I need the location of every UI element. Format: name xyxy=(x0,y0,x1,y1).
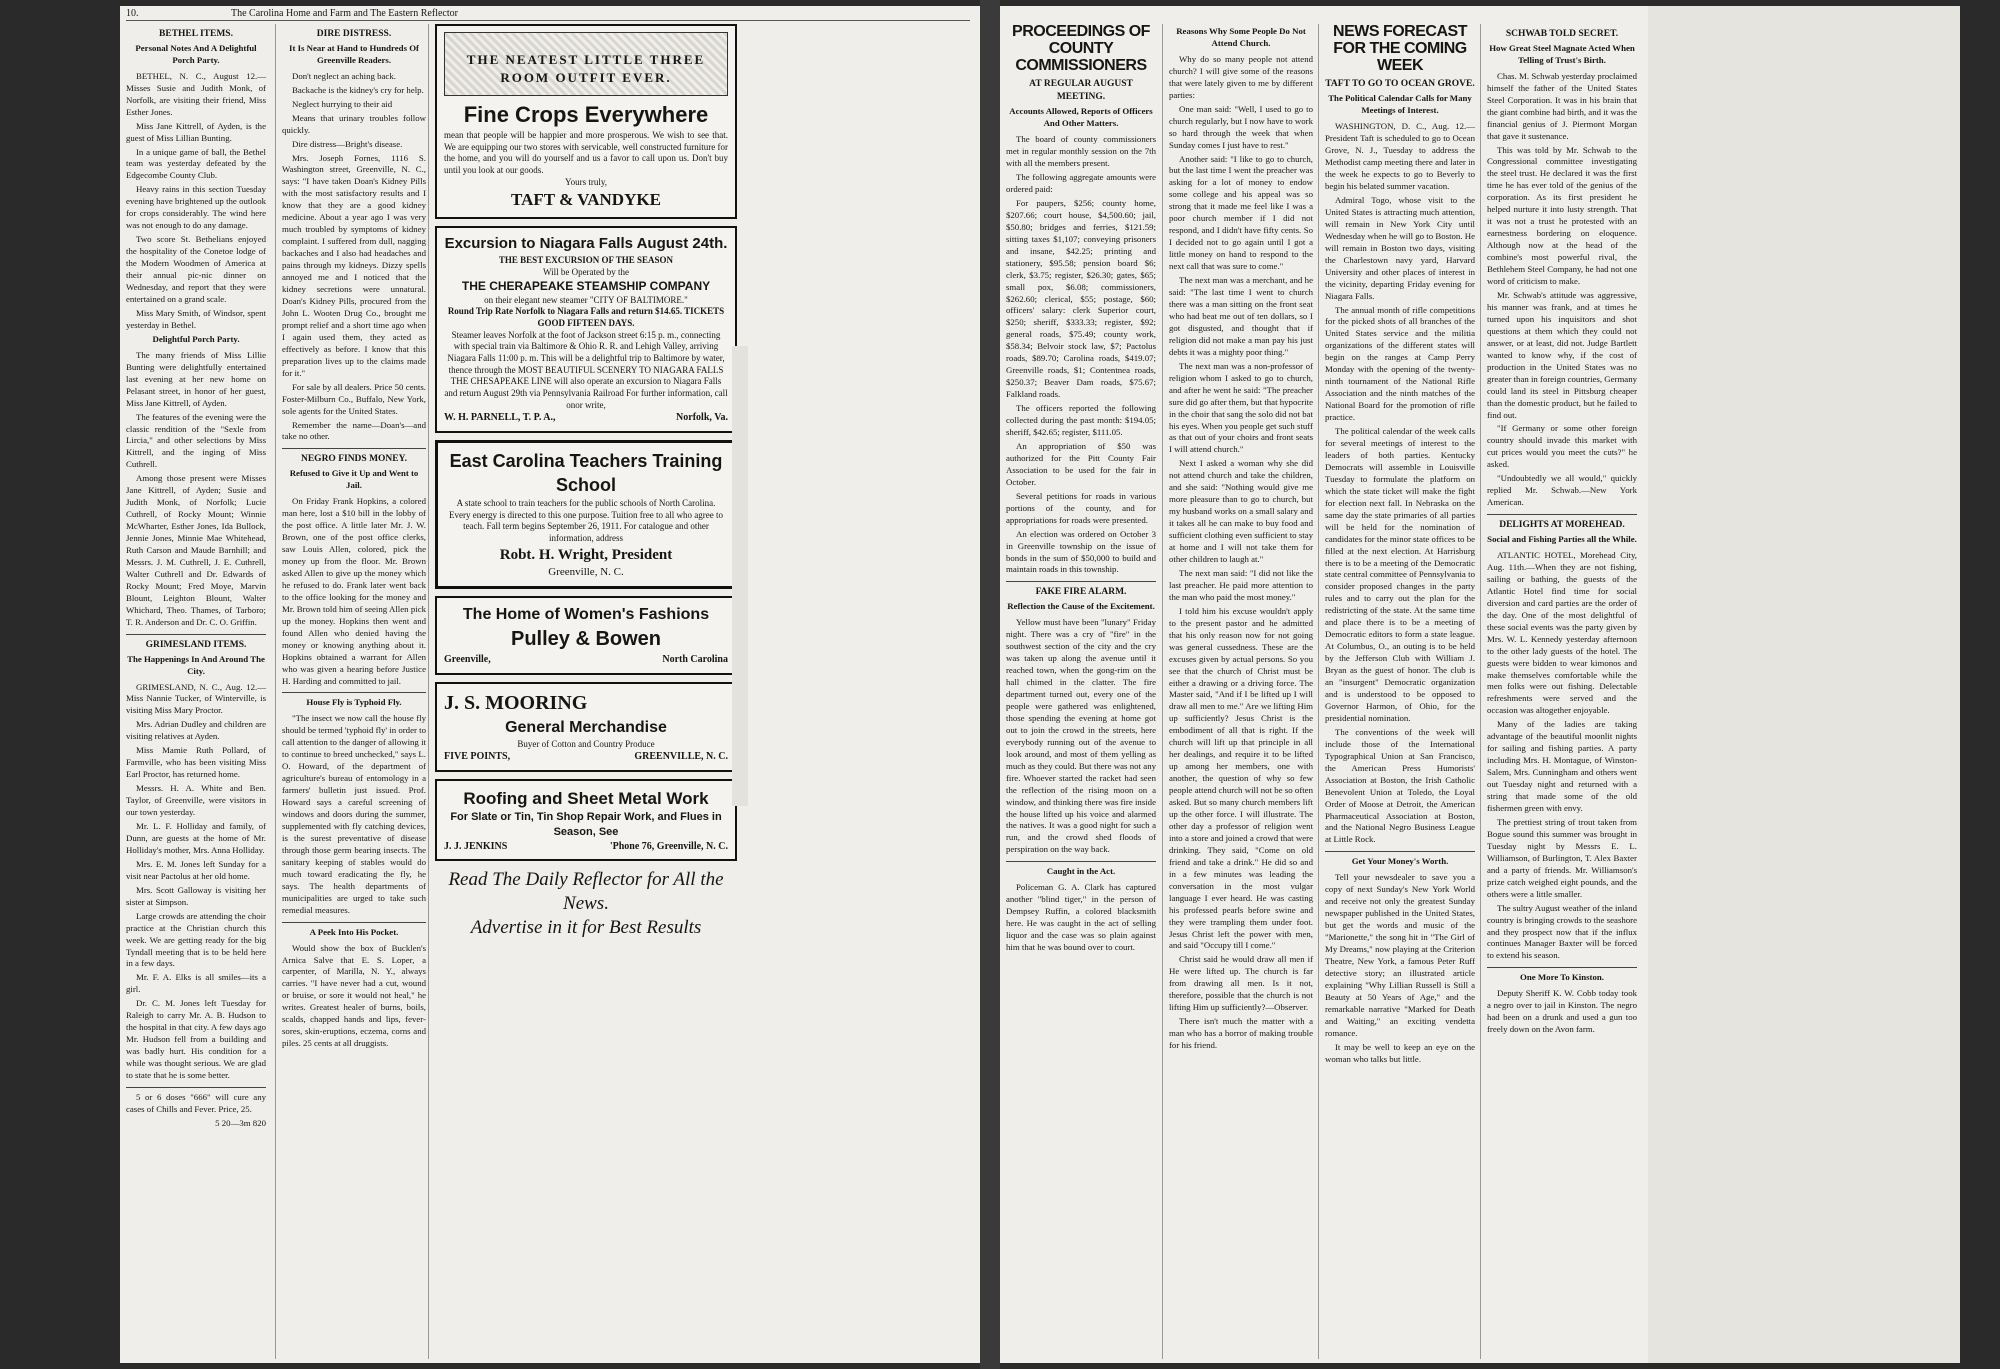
headline-kinston: One More To Kinston. xyxy=(1520,972,1604,983)
article-paragraph: "Undoubtedly we all would," quickly replied Mr. Schwab.—New York American. xyxy=(1487,473,1637,508)
article-paragraph: This was told by Mr. Schwab to the Congressional committee investigating the steel trust. He declared it was the first time he has ever told of the genius of the corporation. As its first president he helped nurture it into lusty strength. That it was not a trust he protested with an earnestness bordering on eloquence. Although now at the head of the combine's most powerful rival, the Bethlehem Steel Company, he had not one word of criticism to make. xyxy=(1487,144,1637,287)
article-paragraph: Heavy rains in this section Tuesday evening have brightened up the outlook for crops considerably. The wind here was not enough to do any damage. xyxy=(126,184,266,231)
article-paragraph: GRIMESLAND, N. C., Aug. 12.—Miss Nannie Tucker, of Winterville, is visiting Miss Mary Proctor. xyxy=(126,681,266,716)
subhead-taft-ocean-grove: TAFT TO GO TO OCEAN GROVE. xyxy=(1325,79,1475,90)
ad-sign-taft: Yours truly, xyxy=(564,176,607,187)
paras-grimesland xyxy=(126,682,266,1083)
furniture-illustration xyxy=(444,32,728,96)
article-paragraph: Mr. F. A. Elks is all smiles—its a girl. xyxy=(126,972,266,995)
article-paragraph: Messrs. H. A. White and Ben. Taylor, of Greenville, were visitors in our town yesterday. xyxy=(126,783,266,818)
blank-margin-strip xyxy=(732,346,748,806)
column-rule xyxy=(282,922,426,923)
headline-dire-distress: DIRE DISTRESS. xyxy=(316,29,392,39)
ad-teachers-school xyxy=(435,440,737,589)
ad-roofing-title: Roofing and Sheet Metal Work xyxy=(463,788,709,808)
article-paragraph: The officers reported the following collected during the past month: $194.05; sheriff, $42.65; register, $111.05. xyxy=(1006,403,1156,437)
footer-line-1: Read The Daily Reflector for All the News. xyxy=(448,869,724,915)
headline-bethel: BETHEL ITEMS. xyxy=(159,29,233,39)
ad-niagara-sub: THE BEST EXCURSION OF THE SEASON xyxy=(498,254,674,265)
article-paragraph: WASHINGTON, D. C., Aug. 12.—President Taft is scheduled to go to Ocean Grove, N. J., Tuesday to address the Methodist camp meeting there and later in the week he expects to go to Beverly to begin his belated summer vacation. xyxy=(1325,121,1475,191)
article-paragraph: Neglect hurrying to their aid xyxy=(292,98,393,109)
article-paragraph: An election was ordered on October 3 in Greenville township on the issue of bonds in the sum of $50,000 to build and maintain roads in this township. xyxy=(1006,528,1156,575)
paras-fake-fire xyxy=(1006,617,1156,856)
article-paragraph: In a unique game of ball, the Bethel team was yesterday defeated by the Edgecombe County Club. xyxy=(126,146,266,181)
ad-pulley-state: North Carolina xyxy=(662,653,728,665)
subhead-morehead: Social and Fishing Parties all the While. xyxy=(1487,534,1637,545)
column-rule xyxy=(282,448,426,449)
page-number: 10. xyxy=(126,8,139,19)
article-paragraph: For paupers, $256; county home, $207.66; court house, $4,500.60; jail, $50.80; bridges and ferries, $121.59; sitting taxes $1,107; conveying prisoners and insane, $42.25; printing and stationery, $95.58; pension board $6; clerk, $3.75; register, $26.30; gates, $65; small pox, $6.08; commissioners, $262.60; clerical, $55; postage, $60; officers' salary: clerk Superior court, $250; sheriff, $333.33; register, $92; general roads, $75.49; county work, $58.34; Belvoir stock law, $7; Pactolus roads, $89.70; Carolina roads, $419.07; Greenville roads, $1; Contentnea roads, $250.37; Beaver Dam roads, $75.67; Falkland roads. xyxy=(1006,197,1156,400)
ad-mooring-city: GREENVILLE, N. C. xyxy=(634,751,728,763)
article-paragraph: On Friday Frank Hopkins, a colored man here, lost a $10 bill in the lobby of the post office. A little later Mr. J. W. Brown, one of the post office clerks, saw Louis Allen, colored, pick the money up from the floor. Mr. Brown asked Allen to give up the money which he refused to do. Frank later went back to the office looking for the money and Mr. Brown told him of seeing Allen pick up the money. Hopkins then went and found Allen who denied having the money or knowing anything about it. Hopkins obtained a warrant for Allen who was given a hearing before Justice H. Harding and committed to jail. xyxy=(282,496,426,686)
blank-page-margin xyxy=(1648,6,1960,1363)
paras-caught xyxy=(1006,882,1156,954)
ad-niagara-company: THE CHERAPEAKE STEAMSHIP COMPANY xyxy=(461,279,711,294)
headline-commissioners: PROCEEDINGS OF COUNTY COMMISSIONERS xyxy=(1012,24,1150,74)
headline-fake-fire: FAKE FIRE ALARM. xyxy=(1035,587,1127,598)
article-paragraph: Means that urinary troubles follow quickly. xyxy=(282,112,426,135)
article-paragraph: Large crowds are attending the choir practice at the Christian church this week. We are getting ready for the big Tyndall meeting that is to be held here in a few days. xyxy=(126,910,266,969)
paras-morehead xyxy=(1487,550,1637,962)
ad-mooring-address xyxy=(444,750,728,764)
headline-news-forecast: NEWS FORECAST FOR THE COMING WEEK xyxy=(1333,24,1467,74)
headline-negro-finds-money: NEGRO FINDS MONEY. xyxy=(300,454,407,465)
subhead-august-meeting: AT REGULAR AUGUST MEETING. xyxy=(1029,79,1133,103)
ad-school-city: Greenville, N. C. xyxy=(548,566,624,579)
column-commissioners xyxy=(1006,24,1161,1359)
article-paragraph: Deputy Sheriff K. W. Cobb today took a negro over to jail in Kinston. The negro had been on a drunk and used a gun too freely down on the Avon farm. xyxy=(1487,988,1637,1035)
article-paragraph: For sale by all dealers. Price 50 cents. Foster-Milburn Co., Buffalo, New York, sole agents for the United States. xyxy=(282,381,426,416)
article-paragraph: Admiral Togo, whose visit to the United States is attracting much attention, will remain in New York City until Wednesday when he will go to Boston. He will remain in Boston two days, visiting the Charlestown navy yard, Harvard University and other places of interest in the vicinity, departing Friday evening for Niagara Falls. xyxy=(1325,194,1475,301)
paras-house-fly xyxy=(282,713,426,916)
ad-niagara-city: Norfolk, Va. xyxy=(676,412,728,424)
ad-pulley-place xyxy=(444,653,728,667)
article-paragraph: The sultry August weather of the inland country is bringing crowds to the seashore and they prospect now that if the influx continues Manager Baxter will be forced to extend his season. xyxy=(1487,902,1637,961)
paras-news-forecast xyxy=(1325,121,1475,846)
article-paragraph: The next man said: "I did not like the last preacher. He paid more attention to the man who paid the most money." xyxy=(1169,567,1313,602)
paras-kinston xyxy=(1487,988,1637,1036)
paras-commissioners xyxy=(1006,134,1156,576)
subhead-schwab: How Great Steel Magnate Acted When Telling of Trust's Birth. xyxy=(1489,42,1635,65)
ad-pulley-city: Greenville, xyxy=(444,653,491,665)
article-paragraph: Mrs. E. M. Jones left Sunday for a visit near Pactolus at her old home. xyxy=(126,858,266,881)
article-paragraph: Backache is the kidney's cry for help. xyxy=(292,84,424,95)
article-paragraph: The next man was a merchant, and he said: "The last time I went to church there was a man sitting on the front seat who had beat me out of ten dollars, so I got disgusted, and thought that if religion did not make a man pay his just debts it was a mighty poor thing." xyxy=(1169,275,1313,357)
article-paragraph: Dire distress—Bright's disease. xyxy=(292,138,403,149)
ad-niagara-excursion xyxy=(435,226,737,433)
paras-peek-pocket xyxy=(282,943,426,1051)
article-paragraph: Many of the ladies are taking advantage of the beautiful moonlit nights for sailing and fishing parties. A party including Mrs. H. Montague, of Winston-Salem, Mrs. Cunningham and others went out Tuesday night and returned with a string that made some of the old fishermen green with envy. xyxy=(1487,719,1637,813)
headline-peek-pocket: A Peek Into His Pocket. xyxy=(309,926,399,937)
article-paragraph: Don't neglect an aching back. xyxy=(292,70,396,81)
reflector-footer xyxy=(435,868,737,939)
article-paragraph: There isn't much the matter with a man who has a horror of making trouble for his friend. xyxy=(1169,1016,1313,1051)
ad-name-taft: TAFT & VANDYKE xyxy=(511,190,661,210)
article-paragraph: Policeman G. A. Clark has captured another "blind tiger," in the person of Dempsey Ruffin, a colored blacksmith here. He was caught in the act of selling liquor and the case was so plain against him that he was bound over to court. xyxy=(1006,882,1156,953)
article-paragraph: Remember the name—Doan's—and take no other. xyxy=(282,419,426,442)
ad-niagara-title: Excursion to Niagara Falls August 24th. xyxy=(444,235,728,253)
ad-roofing xyxy=(435,779,737,862)
article-paragraph: "If Germany or some other foreign country should invade this market with cut prices would you meet the cuts?" he asked. xyxy=(1487,423,1637,470)
footer-line-2: Advertise in it for Best Results xyxy=(470,916,702,938)
article-paragraph: Miss Mamie Ruth Pollard, of Farmville, who has been visiting Miss Earl Proctor, has returned home. xyxy=(126,745,266,780)
subhead-fake-fire: Reflection the Cause of the Excitement. xyxy=(1007,601,1155,612)
chills-code: 5 20—3m 820 xyxy=(215,1117,266,1128)
ad-pulley-line: The Home of Women's Fashions xyxy=(462,606,710,624)
ad-school-body: A state school to train teachers for the public schools of North Carolina. Every energy is directed to this one purpose. Tuition free to all who agree to teach. Fall term begins September 26, 1911. For catalogue and other information, address xyxy=(448,497,724,543)
paras-money-worth xyxy=(1325,872,1475,1065)
ad-roofing-name: J. J. JENKINS xyxy=(444,840,508,852)
ad-niagara-agent: W. H. PARNELL, T. P. A., xyxy=(444,412,556,424)
article-paragraph: Mrs. Adrian Dudley and children are visiting relatives at Ayden. xyxy=(126,719,266,742)
article-paragraph: Mrs. Scott Galloway is visiting her sister at Simpson. xyxy=(126,884,266,907)
ad-mooring xyxy=(435,682,737,772)
headline-church-reasons: Reasons Why Some People Do Not Attend Church. xyxy=(1176,26,1306,48)
article-paragraph: The annual month of rifle competitions for the picked shots of all branches of the United States service and the militia organizations of the different states will begin on the ranges at Camp Perry Monday with the opening of the twenty-ninth tournament of the National Rifle Association and the ninth matches of the National Board for the promotion of rifle practice. xyxy=(1325,304,1475,423)
article-paragraph: Several petitions for roads in various portions of the county, and for appropriations for roads were presented. xyxy=(1006,490,1156,525)
column-rule xyxy=(282,692,426,693)
ad-taft-vandyke xyxy=(435,24,737,219)
article-paragraph: Among those present were Misses Jane Kittrell, of Ayden; Susie and Judith Monk, of Norfolk; Lucie Cuthrell, of Rocky Mount; Winnie McWharter, Esther Jones, Ida Bullock, Jennie Jones, Minnie Mae Whitehead, Ruth Carson and Maude Barnhill; and Messrs. J. M. Cuthrell, J. E. Cuthrell, Walter Cuthrell and Dr. Edwards of Rocky Mount; Fred Moye, Marvin Blount, Leighton Blount, Walter Whichard, Theo. Thames, of Tarboro; T. R. Anderson and Dr. C. O. Griffin. xyxy=(126,473,266,627)
article-paragraph: The board of county commissioners met in regular monthly session on the 7th with all the members present. xyxy=(1006,134,1156,169)
masthead-strip: The Carolina Home and Farm and The Eastern Reflector xyxy=(231,8,458,19)
headline-schwab: SCHWAB TOLD SECRET. xyxy=(1505,29,1619,39)
ad-niagara-ship: on their elegant new steamer "CITY OF BALTIMORE." xyxy=(484,294,688,305)
ad-body-taft: mean that people will be happier and more prosperous. We wish to see that. We are equipping our two stores with servicable, well constructed furniture for the home, and you will do yourself and us a favor to call upon us. Don't buy until you look at our goods. xyxy=(444,129,728,175)
article-paragraph: Another said: "I like to go to church, but the last time I went the preacher was asking for a lot of money to endow some college and his appeal was so strong that it made me feel like I was a poor church member if I did not respond, and I didn't have fifty cents. So I decided not to go again until I got a little money on hand to respond to the next call that was sure to come." xyxy=(1169,153,1313,272)
column-rule xyxy=(126,634,266,635)
column-church-reasons xyxy=(1162,24,1319,1359)
article-paragraph: Christ said he would draw all men if He were lifted up. The church is far from drawing all men. Is it not, therefore, possible that the church is not lifting Him up sufficiently?—Observer. xyxy=(1169,954,1313,1013)
article-paragraph: The many friends of Miss Lillie Bunting were delightfully entertained last evening at her new home on Pelasant street, in honor of her guest, Miss Jane Kittrell, of Ayden. xyxy=(126,349,266,408)
article-paragraph: "The insect we now call the house fly should be termed 'typhoid fly' in order to call attention to the danger of allowing it to continue to breed unchecked," says L. O. Howard, of the department of agriculture's bureau of entomology in a farmers' bulletin just issued. Prof. Howard says a careful screening of windows and doors during the summer, supplemented with fly catching devices, is the surest preventative of disease through those germ bearing insects. The sanitary keeping of stables would do much toward eradicating the fly, he says. The health departments of municipalities are urged to take such remedial measures. xyxy=(282,713,426,915)
subhead-porch-party: Delightful Porch Party. xyxy=(152,333,240,344)
ad-roofing-body: For Slate or Tin, Tin Shop Repair Work, and Flues in Season, See xyxy=(450,810,722,838)
headline-house-fly: House Fly is Typhoid Fly. xyxy=(306,697,402,708)
page-folio xyxy=(126,8,970,21)
ad-mooring-kind: General Merchandise xyxy=(505,718,667,736)
column-schwab xyxy=(1480,24,1643,1359)
ad-school-title: East Carolina Teachers Training School xyxy=(449,451,723,496)
paras-dire-distress xyxy=(282,71,426,444)
ad-niagara-rate: Round Trip Rate Norfolk to Niagara Falls and return $14.65. TICKETS GOOD FIFTEEN DAYS. xyxy=(447,306,725,328)
article-paragraph: The next man was a non-professor of religion whom I asked to go to church, and after he went he said: "The preacher sure did go after them, but that hypocrite in the choir that sang the solo did not bat his eyes. When you people get such stuff as that out of your choirs and front seats I will attend church." xyxy=(1169,360,1313,455)
article-paragraph: The political calendar of the week calls for several meetings of interest to the leaders of both parties. Kentucky Democrats will assemble in Louisville Tuesday to formulate the platform on which the state ticket will make the fight for election next fall. In Nebraska on the same day the state primaries of all parties will be held for the nomination of candidates for the minor state offices to be filled at the next election. At Harrisburg there is to be a meeting of the Democratic state central committee of Pennsylvania to consider proposed changes in the party rules and to carry out the plan for the redistricting of the state. At the same time and place there is to be a meeting of Democratic editors to form a state league. At Columbus, O., an outing is to be held by the Jefferson Club with William J. Bryan as the guest of honor. The club is an "insurgent" Democratic organization and is understood to be opposed to Governor Harmon, of Ohio, for the presidential nomination. xyxy=(1325,426,1475,723)
ad-niagara-body: Steamer leaves Norfolk at the foot of Jackson street 6:15 p. m., connecting with special train via Baltimore & Ohio R. R. and Lehigh Valley, arriving Niagara Falls 11:00 p. m. This will be a delightful trip to Baltimore by water, thence through the MOST BEAUTIFUL SCENERY TO NIAGARA FALLS THE CHESAPEAKE LINE will also operate an excursion to Niagara Falls and return August 29th via Pennsylvania Railroad For further information, call onor write, xyxy=(444,329,728,410)
headline-grimesland: GRIMESLAND ITEMS. xyxy=(145,639,247,650)
ad-roofing-contact xyxy=(444,840,728,854)
subhead-accounts: Accounts Allowed, Reports of Officers And Other Matters. xyxy=(1009,106,1153,129)
article-paragraph: Mr. Schwab's attitude was aggressive, his manner was frank, and at times he turned upon his inquisitors and shot questions at them which they could not answer, or at least, did not. Judge Bartlett wanted to know why, if the cost of production in the United States was no greater than in foreign countries, Germany could land its steel in Pittsburg cheaper than the domestic product, but he failed to find out. xyxy=(1487,289,1637,420)
article-paragraph: An appropriation of $50 was authorized for the Pitt County Fair Association to be used for the fair in October. xyxy=(1006,440,1156,487)
article-paragraph: Mr. L. F. Holliday and family, of Dunn, are guests at the home of Mr. Holliday's mother, Mrs. Anna Holliday. xyxy=(126,821,266,855)
article-paragraph: The prettiest string of trout taken from Bogue sound this summer was brought in Tuesday night by Messrs E. L. Williamson, of Burlington, T. Alex Baxter and a party of friends. Mr. Williamson's prize catch weighed eight pounds, and the others were a little smaller. xyxy=(1487,816,1637,899)
subhead-negro-finds-money: Refused to Give it Up and Went to Jail. xyxy=(289,468,419,491)
left-newspaper-page xyxy=(120,6,980,1363)
page-gutter xyxy=(980,0,1000,1369)
column-rule xyxy=(1325,851,1475,852)
paras-bethel xyxy=(126,71,266,332)
headline-caught: Caught in the Act. xyxy=(1046,866,1116,877)
paras-schwab xyxy=(1487,71,1637,509)
column-rule xyxy=(1487,514,1637,515)
paras-negro-finds-money xyxy=(282,496,426,687)
ad-niagara-op: Will be Operated by the xyxy=(542,266,630,277)
column-rule xyxy=(1487,967,1637,968)
right-newspaper-page xyxy=(1000,6,1960,1363)
article-paragraph: Dr. C. M. Jones left Tuesday for Raleigh to carry Mr. A. B. Hudson to the hospital in that city. A few days ago Mr. Hudson fell from a building and was badly hurt. His condition for a while was thought serious. We are glad to state that he is some better. xyxy=(126,998,266,1081)
paras-porch-party xyxy=(126,350,266,629)
headline-money-worth: Get Your Money's Worth. xyxy=(1351,856,1449,867)
article-paragraph: Miss Mary Smith, of Windsor, spent yesterday in Bethel. xyxy=(126,307,266,330)
article-paragraph: Why do so many people not attend church? I will give some of the reasons that were lately given to me by different parties: xyxy=(1169,53,1313,100)
column-news-forecast xyxy=(1318,24,1481,1359)
article-paragraph: Yellow must have been "lunary" Friday night. There was a cry of "fire" in the southwest section of the city and the cry was taken up along the avenue until it reached town, when the gong-rim on the hall chimed in the clatter. The fire department turned out, every one of the people were gathered was enlightened, those spending the evening at home got out to join the crowd in the streets, here everybody running out of the avenue to look around, and most of them yelling as much as they could. But there was not any fire. Whoever started the racket had seen the reflection of the rising moon on a window, and thinking there was fire inside the house lifted up his voice and alarmed the natives. It was a good night for such a run, and the crowd shed floods of perspiration on the way back. xyxy=(1006,617,1156,855)
article-paragraph: The features of the evening were the classic rendition of the "Sexle from Lircia," and other selections by Miss Kittrell, and the inging of Miss Cuthrell. xyxy=(126,411,266,470)
column-rule xyxy=(1006,581,1156,582)
chills-notice: 5 or 6 doses "666" will cure any cases of Chills and Fever. Price, 25. xyxy=(126,1092,266,1114)
ad-pulley-bowen xyxy=(435,596,737,675)
article-paragraph: BETHEL, N. C., August 12.—Misses Susie and Judith Monk, of Norfolk, are visiting their friend, Miss Esther Jones. xyxy=(126,70,266,117)
column-advertisements xyxy=(428,24,743,1359)
article-paragraph: Two score St. Bethelians enjoyed the hospitality of the Conetoe lodge of the Modern Woodmen of America at their annual pic-nic dinner on Wednesday, and report that they were entertained on a grand scale. xyxy=(126,234,266,304)
illustration-caption: THE NEATEST LITTLE THREE ROOM OUTFIT EVER. xyxy=(466,52,706,85)
column-dire-distress xyxy=(275,24,432,1359)
article-paragraph: One man said: "Well, I used to go to church regularly, but I now have to work so hard through the week that when Sunday comes I just have to rest." xyxy=(1169,103,1313,150)
ad-pulley-name: Pulley & Bowen xyxy=(510,627,662,650)
ad-roofing-phone: 'Phone 76, Greenville, N. C. xyxy=(609,840,728,852)
subhead-grimesland: The Happenings In And Around The City. xyxy=(127,653,265,676)
article-paragraph: The following aggregate amounts were ordered paid: xyxy=(1006,171,1156,194)
article-paragraph: Miss Jane Kittrell, of Ayden, is the guest of Miss Lillian Bunting. xyxy=(126,120,266,143)
article-paragraph: Next I asked a woman why she did not attend church and take the children, and she said: "Nothing would give me more pleasure than to go to church, but my husband works on a small salary and it takes all he can make to buy food and sufficient clothing even sufficient to stay at home and I will not take them for other children to laugh at." xyxy=(1169,458,1313,564)
article-paragraph: Would show the box of Bucklen's Arnica Salve that E. S. Loper, a carpenter, of Marilla, N. Y., always carries. "I have never had a cut, wound or bruise, or sore it would not heal," he writes. Greatest healer of burns, boils, scalds, chapped hands and lips, fever-sores, skin-eruptions, eczema, corns and piles. 25 cents at all druggists. xyxy=(282,942,426,1049)
article-paragraph: Chas. M. Schwab yesterday proclaimed himself the father of the United States Steel Corporation. It was in his brain that the giant combine had birth, and it was the financial genius of J. Piermont Morgan that gave it sustenance. xyxy=(1487,70,1637,141)
article-paragraph: Tell your newsdealer to save you a copy of next Sunday's New York World and receive not only the greatest Sunday newspaper published in the United States, but get the words and music of the "Marionette," the song hit in "The Girl of My Dreams," now playing at the Criterion Theatre, New York, a famous Peter Ruff detective story; an illustrated article explaining "Why Lillian Russell is Still a Beauty at 50 Years of Age," and the remarkable narrative "Marked for Death and Waiting," an exciting vendetta romance. xyxy=(1325,872,1475,1038)
paras-church-reasons xyxy=(1169,54,1313,1052)
ad-mooring-buyer: Buyer of Cotton and Country Produce xyxy=(517,738,655,749)
ad-headline-fine-crops: Fine Crops Everywhere xyxy=(463,102,709,127)
ad-niagara-contact xyxy=(444,411,728,425)
article-paragraph: ATLANTIC HOTEL, Morehead City, Aug. 11th.—When they are not fishing, sailing or bathing, the guests of the Atlantic Hotel find time for social diversion and card parties are the order of the day. One of the most delightful of these social events was the party given by Mrs. W. L. Kennedy yesterday afternoon to the other lady guests of the hotel. The guests were bidden to wear kimonos and make themselves comfortable while the men folks were out fishing. Delectable refreshments were served and the occasion was altogether enjoyable. xyxy=(1487,549,1637,716)
article-paragraph: It may be well to keep an eye on the woman who talks but little. xyxy=(1325,1041,1475,1064)
subhead-political-calendar: The Political Calendar Calls for Many Meetings of Interest. xyxy=(1328,93,1472,116)
column-bethel-grimesland xyxy=(126,24,272,1359)
subhead-dire-distress: It Is Near at Hand to Hundreds Of Greenville Readers. xyxy=(289,42,419,65)
article-paragraph: The conventions of the week will include those of the International Typographical Union at San Francisco, the American Press Humorists' Association at Boston, the Irish Catholic Benevolent Union at Toledo, the Loyal Order of Moose at Detroit, the American Pharmaceutical Association at Boston, and the National Negro Business League at Little Rock. xyxy=(1325,726,1475,845)
ad-mooring-loc: FIVE POINTS, xyxy=(444,751,511,763)
headline-morehead: DELIGHTS AT MOREHEAD. xyxy=(1499,520,1625,531)
subhead-bethel: Personal Notes And A Delightful Porch Party. xyxy=(135,42,257,65)
column-rule xyxy=(1006,861,1156,862)
article-paragraph: Mrs. Joseph Fornes, 1116 S. Washington street, Greenville, N. C., says: "I have taken Doan's Kidney Pills with the most satisfactory results and I know that they are a good kidney medicine. About a year ago I was very much troubled by symptoms of kidney complaint. I suffered from dull, nagging backaches and I also had headaches and pains through my kidneys. Dizzy spells annoyed me and I noticed that the kidney secretions were unnatural. Doan's Kidney Pills, procured from the John L. Wooten Drug Co., brought me prompt relief and a short time ago when I again used them, they acted as effectively as before. I know that this preparation lives up to the claims made for it." xyxy=(282,152,426,378)
column-rule xyxy=(126,1087,266,1088)
ad-mooring-name: J. S. MOORING xyxy=(444,691,588,714)
article-paragraph: I told him his excuse wouldn't apply to the present pastor and he admitted that his only reason now for not going was general cussedness. These are the excuses given by actual persons. So you see that the church of Christ must be either a drawing or a driving force. The Master said, "And if I be lifted up I will draw all men to me." Are we lifting Him up sufficiently? Jesus Christ is the embodiment of all that is right. If the church will lift up that principle in all her dealings, and require it to be lifted up among her members, one with another, the question of why so few people attend church will not be so often asked. But so many church members lift up the other force. I will illustrate. The other day a professor of religion went into a store and joined a crowd that were drinking. They said, "Come on old friend and take a drink." He did so and in a few minutes was leading the conversation in the most vulgar language I ever heard. He was casting his professed pearls before swine and they were trampling them under foot. Jesus Christ left the power with men, and said "Occupy till I come." xyxy=(1169,605,1313,951)
ad-school-president: Robt. H. Wright, President xyxy=(499,546,673,563)
